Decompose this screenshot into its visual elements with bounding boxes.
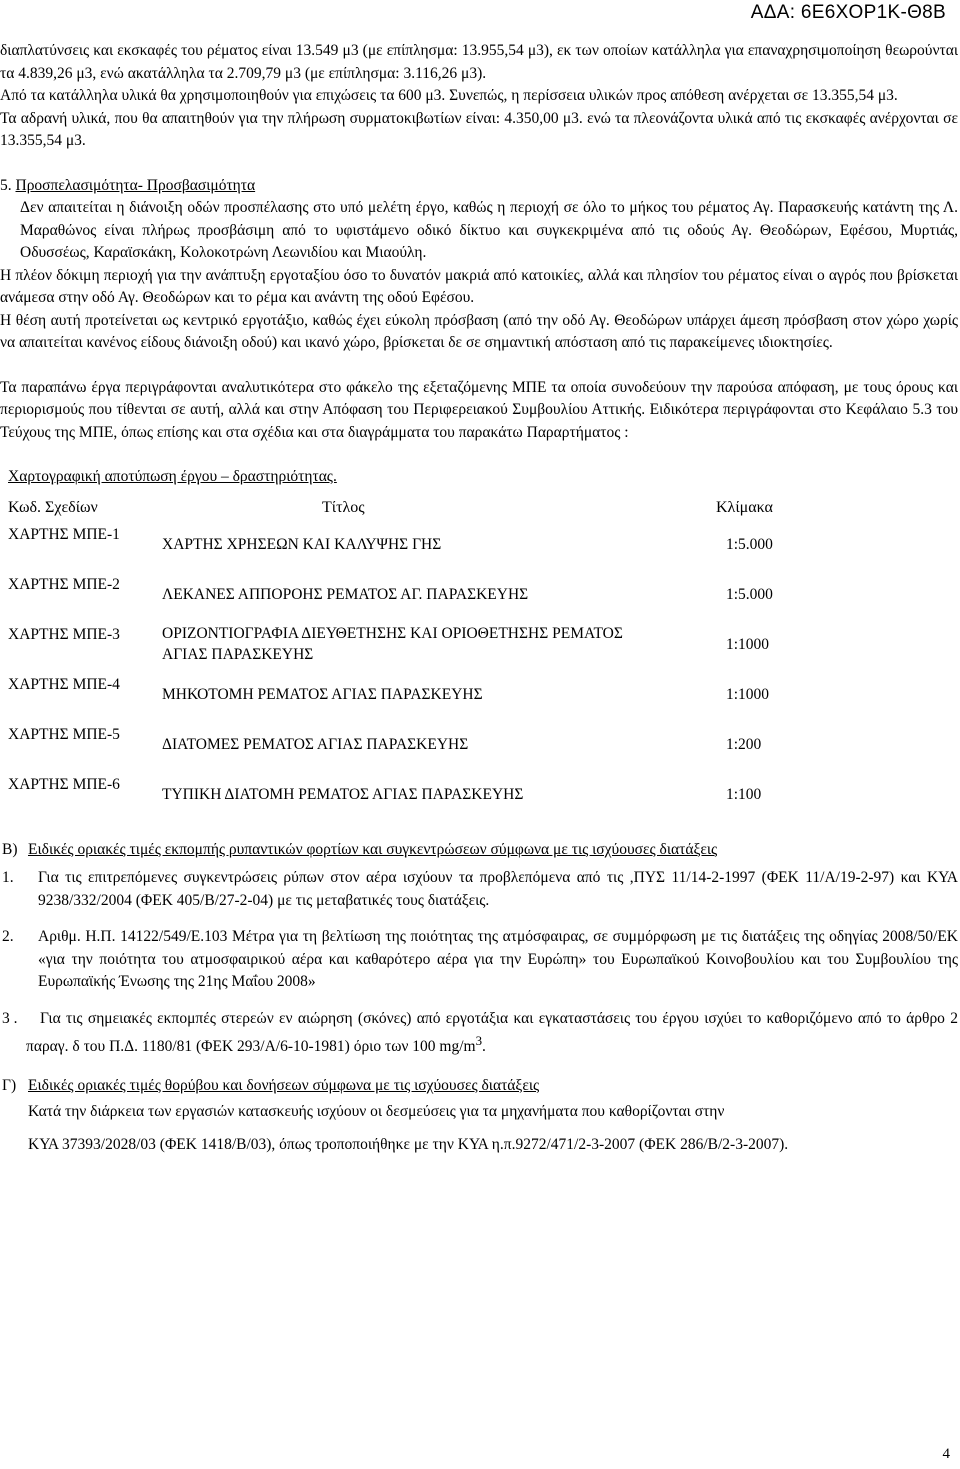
section-g-title [0, 1075, 958, 1098]
section-g-heading: Ειδικές οριακές τιμές θορύβου και δονήσεων σύμφωνα με τις ισχύουσες διατάξεις [28, 1076, 540, 1094]
spacer [0, 355, 958, 377]
list-item-text: Αριθμ. Η.Π. 14122/549/Ε.103 Μέτρα για τη βελτίωση της ποιότητας της ατμόσφαιρας, σε συμμόρφωση με τις διατάξεις της οδηγίας 2008/50/ΕΚ «για την ποιότητα του ατμοσφαιρικού αέρα και καθαρότερο αέρα για την Ευρώπη» του Ευρωπαϊκού Κοινοβουλίου και του Συμβουλίου της Ευρωπαϊκής Ένωσης της 21ης Μαΐου 2008» [38, 928, 958, 990]
map-code: ΧΑΡΤΗΣ ΜΠΕ-4 [8, 675, 120, 693]
map-title: ΧΑΡΤΗΣ ΧΡΗΣΕΩΝ ΚΑΙ ΚΑΛΥΨΗΣ ΓΗΣ [162, 535, 442, 553]
table-row [0, 523, 958, 573]
document-body [0, 40, 958, 1156]
maps-heading-text: Χαρτογραφική αποτύπωση έργου – δραστηριότητας. [8, 468, 337, 485]
map-code: ΧΑΡΤΗΣ ΜΠΕ-3 [8, 625, 120, 643]
list-item [0, 867, 958, 912]
map-code: ΧΑΡΤΗΣ ΜΠΕ-5 [8, 725, 120, 743]
map-scale: 1:1000 [726, 685, 770, 703]
list-item-number: 2. [2, 928, 14, 945]
section-g-label: Γ) [2, 1076, 17, 1094]
map-title: ΛΕΚΑΝΕΣ ΑΠΠΟΡΟΗΣ ΡΕΜΑΤΟΣ ΑΓ. ΠΑΡΑΣΚΕΥΗΣ [162, 585, 529, 603]
column-header-code: Κωδ. Σχεδίων [8, 498, 98, 516]
table-row [0, 623, 958, 673]
spacer [0, 153, 958, 175]
map-scale: 1:1000 [726, 635, 770, 653]
maps-heading [0, 466, 958, 489]
section-b-title [0, 839, 958, 862]
list-item-tail: . [482, 1038, 486, 1056]
section-5-title [0, 175, 958, 198]
list-item-text: Για τις επιτρεπόμενες συγκεντρώσεις ρύπων στον αέρα ισχύουν τα προβλεπόμενα από τις ,ΠΥΣ 11/14-2-1997 (ΦΕΚ 11/Α/19-2-97) και ΚΥΑ 9238/332/2004 (ΦΕΚ 405/Β/27-2-04) με τις μεταβατικές τους διατάξεις. [38, 869, 958, 909]
intro-paragraph-1: διαπλατύνσεις και εκσκαφές του ρέματος είναι 13.549 μ3 (με επίπλησμα: 13.955,54 μ3), εκ των οποίων κατάλληλα για επαναχρησιμοποίηση θεωρούνται τα 4.839,26 μ3, ενώ ακατάλληλα τα 2.709,79 μ3 (με επίπλησμα: 3.116,26 μ3). [0, 42, 958, 82]
section-5-paragraph-2: Η πλέον δόκιμη περιοχή για την ανάπτυξη εργοταξίου όσο το δυνατόν μακριά από κατοικίες, αλλά και πλησίον του ρέματος είναι ο αγρός που βρίσκεται ανάμεσα στην οδό Αγ. Θεοδώρων και το ρέμα και ανάντη της οδού Εφέσου. [0, 266, 958, 306]
map-scale: 1:5.000 [726, 585, 773, 603]
map-scale: 1:100 [726, 785, 762, 803]
section-5-paragraph-3: Η θέση αυτή προτείνεται ως κεντρικό εργοτάξιο, καθώς έχει εύκολη πρόσβαση (από την οδό Αγ. Θεοδώρων υπάρχει άμεση πρόσβαση στον χώρο χωρίς να απαιτείται κανένος είδους διάνοιξη οδού) και ικανό χώρο, βρίσκεται δε σε σημαντική απόσταση από τις παρακείμενες ιδιοκτησίες. [0, 311, 958, 351]
spacer [0, 1059, 958, 1075]
works-paragraph: Τα παραπάνω έργα περιγράφονται αναλυτικότερα στο φάκελο της εξεταζόμενης ΜΠΕ τα οποία συνοδεύουν την παρούσα απόφαση, με τους όρους και περιορισμούς που τίθενται σε αυτή, αλλά και στην Απόφαση του Περιφερειακού Συμβουλίου Αττικής. Ειδικότερα περιγράφονται στο Κεφάλαιο 5.3 του Τεύχους της ΜΠΕ, όπως επίσης και στα σχέδια και στα διαγράμματα του παρακάτω Παραρτήματος : [0, 378, 958, 441]
map-code: ΧΑΡΤΗΣ ΜΠΕ-6 [8, 775, 120, 793]
map-code: ΧΑΡΤΗΣ ΜΠΕ-1 [8, 525, 120, 543]
section-b-label: Β) [2, 840, 18, 858]
list-item-number: 1. [2, 869, 14, 886]
maps-table-header [0, 495, 958, 523]
map-code: ΧΑΡΤΗΣ ΜΠΕ-2 [8, 575, 120, 593]
intro-paragraph-3: Τα αδρανή υλικά, που θα απαιτηθούν για την πλήρωση συρματοκιβωτίων είναι: 4.350,00 μ3. ενώ τα πλεονάζοντα υλικά από τις εκσκαφές ανέρχονται σε 13.355,54 μ3. [0, 109, 958, 149]
spacer [0, 823, 958, 839]
column-header-scale: Κλίμακα [716, 498, 773, 516]
list-item-number: 3 . [2, 1009, 18, 1027]
spacer [0, 444, 958, 466]
section-b-heading: Ειδικές οριακές τιμές εκπομπής ρυπαντικών φορτίων και συγκεντρώσεων σύμφωνα με τις ισχύουσες διατάξεις [28, 840, 718, 858]
map-scale: 1:5.000 [726, 535, 773, 553]
map-title: ΟΡΙΖΟΝΤΙΟΓΡΑΦΙΑ ΔΙΕΥΘΕΤΗΣΗΣ ΚΑΙ ΟΡΙΟΘΕΤΗΣΗΣ ΡΕΜΑΤΟΣ ΑΓΙΑΣ ΠΑΡΑΣΚΕΥΗΣ [162, 624, 623, 663]
table-row [0, 673, 958, 723]
section-5-number: 5. [0, 176, 12, 194]
intro-paragraph-2: Από τα κατάλληλα υλικά θα χρησιμοποιηθούν για επιχώσεις τα 600 μ3. Συνεπώς, η περίσσεια υλικών προς απόθεση ανέρχεται σε 13.355,54 μ3. [0, 87, 898, 104]
map-title: ΔΙΑΤΟΜΕΣ ΡΕΜΑΤΟΣ ΑΓΙΑΣ ΠΑΡΑΣΚΕΥΗΣ [162, 735, 469, 753]
map-title: ΤΥΠΙΚΗ ΔΙΑΤΟΜΗ ΡΕΜΑΤΟΣ ΑΓΙΑΣ ΠΑΡΑΣΚΕΥΗΣ [162, 785, 524, 803]
ada-header: ΑΔΑ: 6Ε6ΧΟΡ1Κ-Θ8Β [750, 2, 946, 23]
section-5-heading: Προσπελασιμότητα- Προσβασιμότητα [15, 176, 256, 194]
list-item-text: Για τις σημειακές εκπομπές στερεών εν αιώρηση (σκόνες) από εργοτάξια και εγκαταστάσεις του έργου ισχύει το καθοριζόμενο από το άρθρο 2 παραγ. δ του Π.Δ. 1180/81 (ΦΕΚ 293/Α/6-10-1981) όριο των 100 mg/m [26, 1009, 958, 1056]
column-header-title: Τίτλος [322, 498, 365, 516]
table-row [0, 773, 958, 823]
list-item [0, 926, 958, 994]
table-row [0, 723, 958, 773]
page-number: 4 [942, 1446, 950, 1462]
section-5-paragraph-1: Δεν απαιτείται η διάνοιξη οδών προσπέλασης στο υπό μελέτη έργο, καθώς η περιοχή σε όλο το μήκος του ρέματος Αγ. Παρασκευής κατάντη της Λ. Μαραθώνος είναι πλήρως προσβάσιμη από το υφιστάμενο οδικό δίκτυο και συγκεκριμένα από τις οδούς Αγ. Θεοδώρων, Εφέσου, Μυρτιάς, Οδυσσέως, Καραϊσκάκη, Κολοκοτρώνη Λεωνιδίου και Μιαούλη. [20, 199, 958, 261]
list-item [0, 1008, 958, 1059]
section-g-paragraph-1: Κατά την διάρκεια των εργασιών κατασκευής ισχύουν οι δεσμεύσεις για τα μηχανήματα που καθορίζονται στην [28, 1103, 725, 1121]
map-scale: 1:200 [726, 735, 762, 753]
superscript: 3 [475, 1033, 483, 1048]
table-row [0, 573, 958, 623]
maps-table [0, 495, 958, 823]
section-g-paragraph-2: ΚΥΑ 37393/2028/03 (ΦΕΚ 1418/Β/03), όπως τροποποιήθηκε με την ΚΥΑ η.π.9272/471/2-3-2007 (ΦΕΚ 286/Β/2-3-2007). [28, 1135, 789, 1153]
section-b-list [0, 867, 958, 1059]
map-title: ΜΗΚΟΤΟΜΗ ΡΕΜΑΤΟΣ ΑΓΙΑΣ ΠΑΡΑΣΚΕΥΗΣ [162, 685, 483, 703]
